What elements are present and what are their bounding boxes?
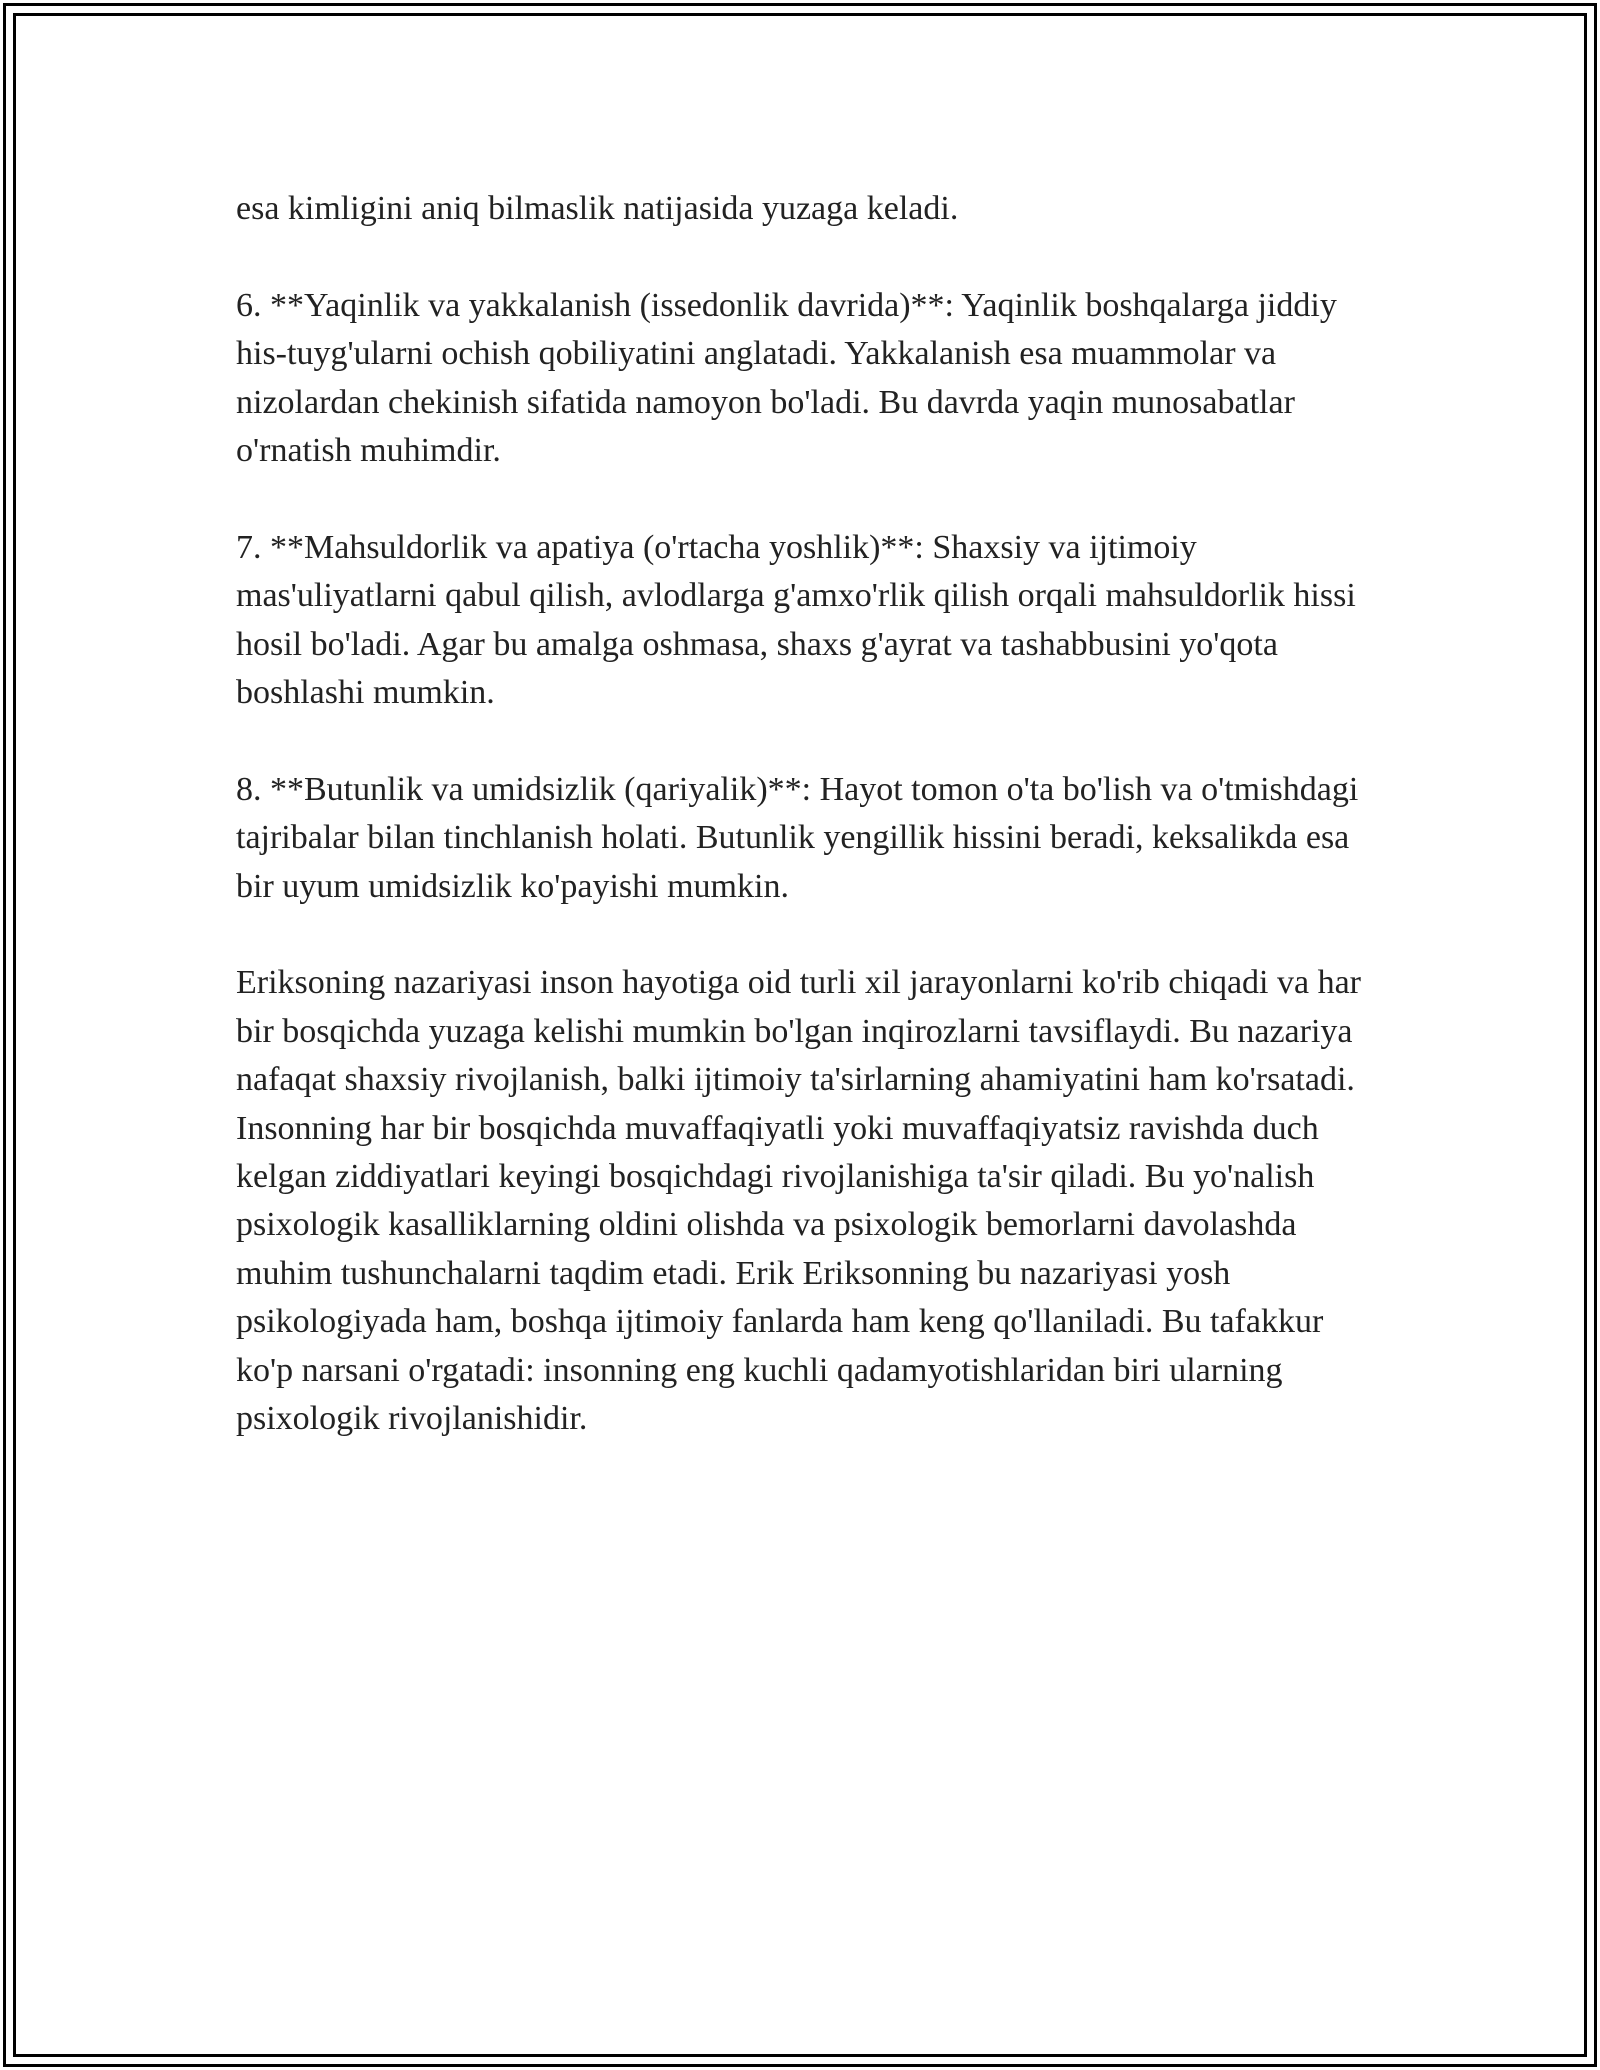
paragraph-conclusion: Eriksoning nazariyasi inson hayotiga oid turli xil jarayonlarni ko'rib chiqadi va har bir bosqichda yuzaga kelishi mumkin bo'lgan inqirozlarni tavsiflaydi. Bu nazariya nafaqat shaxsiy rivojlanish, balki ijtimoiy ta'sirlarning ahamiyatini ham ko'rsatadi. Insonning har bir bosqichda muvaffaqiyatli yoki muvaffaqiyatsiz ravishda duch kelgan ziddiyatlari keyingi bosqichdagi rivojlanishiga ta'sir qiladi. Bu yo'nalish psixologik kasalliklarning oldini olishda va psixologik bemorlarni davolashda muhim tushunchalarni taqdim etadi. Erik Eriksonning bu nazariyasi yosh psikologiyada ham, boshqa ijtimoiy fanlarda ham keng qo'llaniladi. Bu tafakkur ko'p narsani o'rgatadi: insonning eng kuchli qadamyotishlaridan biri ularning psixologik rivojlanishidir. [236,964,1362,1438]
paragraph-continuation: esa kimligini aniq bilmaslik natijasida yuzaga keladi. [236,190,959,227]
document-body [236,185,1371,1444]
paragraph-stage-7: 7. **Mahsuldorlik va apatiya (o'rtacha yoshlik)**: Shaxsiy va ijtimoiy mas'uliyatlarni qabul qilish, avlodlarga g'amxo'rlik qilish orqali mahsuldorlik hissi hosil bo'ladi. Agar bu amalga oshmasa, shaxs g'ayrat va tashabbusini yo'qota boshlashi mumkin. [236,528,1356,712]
paragraph-stage-6: 6. **Yaqinlik va yakkalanish (issedonlik davrida)**: Yaqinlik boshqalarga jiddiy his-tuyg'ularni ochish qobiliyatini anglatadi. Yakkalanish esa muammolar va nizolardan chekinish sifatida namoyon bo'ladi. Bu davrda yaqin munosabatlar o'rnatish muhimdir. [236,286,1337,470]
paragraph-stage-8: 8. **Butunlik va umidsizlik (qariyalik)**: Hayot tomon o'ta bo'lish va o'tmishdagi tajribalar bilan tinchlanish holati. Butunlik yengillik hissini beradi, keksalikda esa bir uyum umidsizlik ko'payishi mumkin. [236,770,1359,905]
